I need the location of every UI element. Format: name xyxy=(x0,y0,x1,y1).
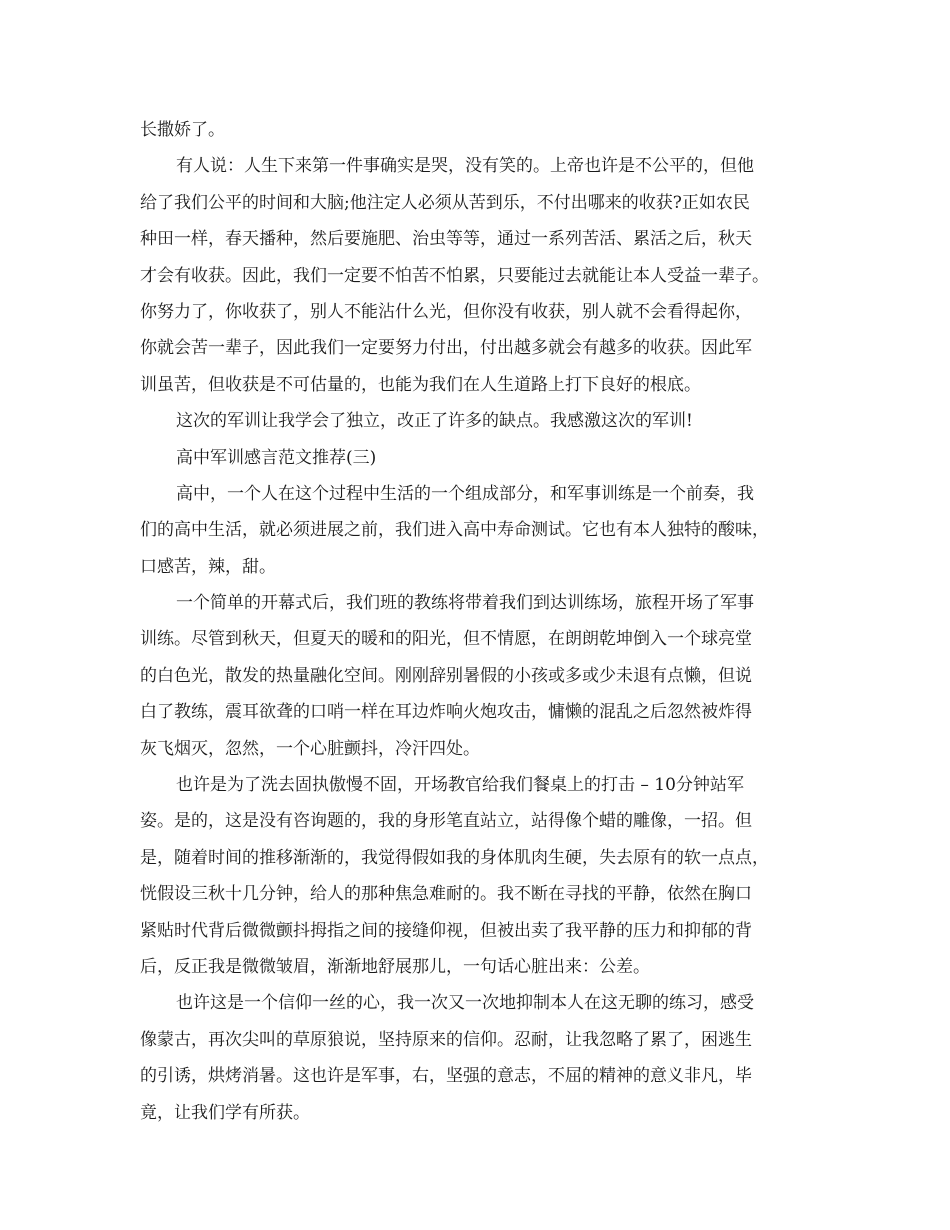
text-line: 你就会苦一辈子，因此我们一定要努力付出，付出越多就会有越多的收获。因此军 xyxy=(140,338,752,359)
text-line: 灰飞烟灭，忽然，一个心脏颤抖，冷汗四处。 xyxy=(140,738,480,759)
text-line: 姿。是的，这是没有咨询题的，我的身形笔直站立，站得像个蜡的雕像，一招。但 xyxy=(140,811,752,832)
text-line: 竟，让我们学有所获。 xyxy=(140,1102,310,1123)
text-line: 有人说：人生下来第一件事确实是哭，没有笑的。上帝也许是不公平的，但他 xyxy=(176,156,754,177)
text-line: 一个简单的开幕式后，我们班的教练将带着我们到达训练场，旅程开场了军事 xyxy=(176,593,754,614)
text-line: 白了教练，震耳欲聋的口哨一样在耳边炸响火炮攻击，慵懒的混乱之后忽然被炸得 xyxy=(140,702,752,723)
text-line: 种田一样，春天播种，然后要施肥、治虫等等，通过一系列苦活、累活之后，秋天 xyxy=(140,229,752,250)
text-line: 长撒娇了。 xyxy=(140,120,225,140)
text-line: 也许这是一个信仰一丝的心，我一次又一次地抑制本人在这无聊的练习，感受 xyxy=(176,993,754,1014)
text-line: 是，随着时间的推移渐渐的，我觉得假如我的身体肌肉生硬，失去原有的软一点点， xyxy=(140,847,769,868)
text-line: 给了我们公平的时间和大脑;他注定人必须从苦到乐，不付出哪来的收获?正如农民 xyxy=(140,192,750,213)
text-line: 这次的军训让我学会了独立，改正了许多的缺点。我感激这次的军训! xyxy=(176,411,693,432)
text-line: 口感苦，辣，甜。 xyxy=(140,556,276,577)
text-line: 的白色光，散发的热量融化空间。刚刚辞别暑假的小孩或多或少未退有点懒，但说 xyxy=(140,665,752,686)
text-line: 像蒙古，再次尖叫的草原狼说，坚持原来的信仰。忍耐，让我忽略了累了，困逃生 xyxy=(140,1029,752,1050)
text-line: 恍假设三秋十几分钟，给人的那种焦急难耐的。我不断在寻找的平静，依然在胸口 xyxy=(140,884,752,905)
document-page xyxy=(140,112,830,1131)
section-heading: 高中军训感言范文推荐(三) xyxy=(176,447,377,468)
text-line: 后，反正我是微微皱眉，渐渐地舒展那儿，一句话心脏出来：公差。 xyxy=(140,956,650,977)
text-line: 紧贴时代背后微微颤抖拇指之间的接缝仰视，但被出卖了我平静的压力和抑郁的背 xyxy=(140,920,752,941)
text-line: 你努力了，你收获了，别人不能沾什么光，但你没有收获，别人就不会看得起你， xyxy=(140,301,752,322)
text-line: 也许是为了洗去固执傲慢不固，开场教官给我们餐桌上的打击 – 10分钟站军 xyxy=(176,775,744,796)
text-line: 们的高中生活，就必须进展之前，我们进入高中寿命测试。它也有本人独特的酸味， xyxy=(140,520,769,541)
text-line: 才会有收获。因此，我们一定要不怕苦不怕累，只要能过去就能让本人受益一辈子。 xyxy=(140,265,769,286)
text-line: 的引诱，烘烤消暑。这也许是军事，右，坚强的意志，不屈的精神的意义非凡，毕 xyxy=(140,1066,752,1087)
text-line: 高中，一个人在这个过程中生活的一个组成部分，和军事训练是一个前奏，我 xyxy=(176,483,754,504)
text-line: 训虽苦，但收获是不可估量的，也能为我们在人生道路上打下良好的根底。 xyxy=(140,374,701,395)
text-line: 训练。尽管到秋天，但夏天的暖和的阳光，但不情愿，在朗朗乾坤倒入一个球亮堂 xyxy=(140,629,752,650)
